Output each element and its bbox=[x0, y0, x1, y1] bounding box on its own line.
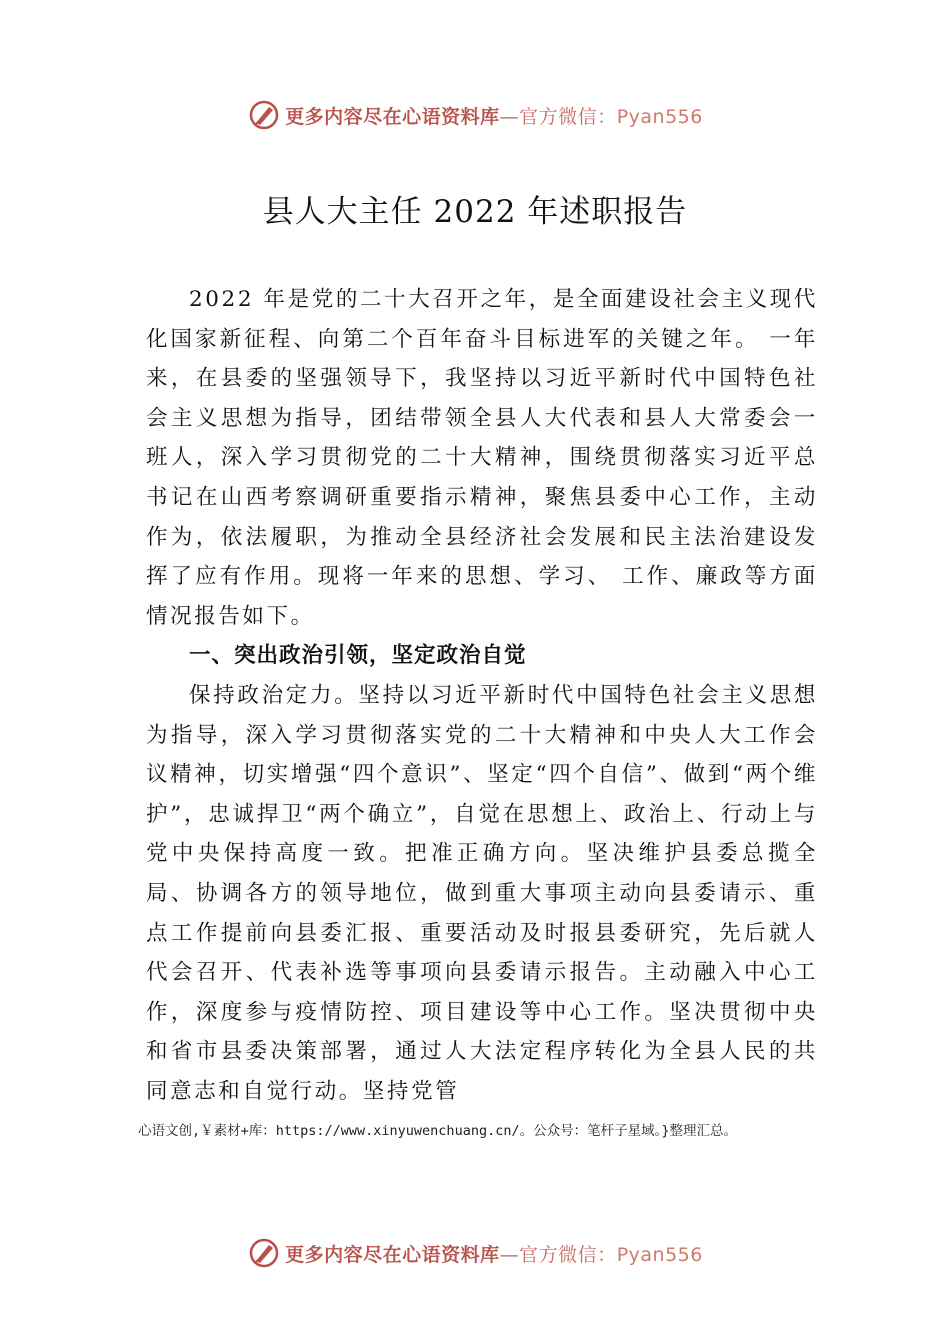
pen-seal-icon bbox=[247, 1236, 281, 1270]
section-heading: 一、突出政治引领，坚定政治自觉 bbox=[189, 643, 527, 669]
header-banner bbox=[0, 93, 950, 137]
banner-wechat-id: Pyan556 bbox=[616, 105, 703, 128]
banner-wechat-label: 官方微信： bbox=[519, 105, 617, 128]
source-footnote: 心语文创,￥素材+库：https://www.xinyuwenchuang.cn/。公众号：笔杆子星域。}整理汇总。 bbox=[138, 1123, 737, 1139]
intro-paragraph: 2022 年是党的二十大召开之年，是全面建设社会主义现代化国家新征程、向第二个百年奋斗目标进军的关键之年。 一年来，在县委的坚强领导下，我坚持以习近平新时代中国特色社会主义思想为指导，团结带领全县人大代表和县人大常委会一班人，深入学习贯彻党的二十大精神，围绕贯彻落实习近平总书记在山西考察调研重要指示精神，聚焦县委中心工作，主动作为，依法履职，为推动全县经济社会发展和民主法治建设发挥了应有作用。现将一年来的思想、学习、 工作、廉政等方面情况报告如下。 bbox=[146, 287, 818, 629]
section-paragraph: 保持政治定力。坚持以习近平新时代中国特色社会主义思想为指导，深入学习贯彻落实党的二十大精神和中央人大工作会议精神，切实增强“四个意识”、坚定“四个自信”、做到“两个维护”，忠诚捍卫“两个确立”，自觉在思想上、政治上、行动上与党中央保持高度一致。把准正确方向。坚决维护县委总揽全局、协调各方的领导地位，做到重大事项主动向县委请示、重点工作提前向县委汇报、重要活动及时报县委研究，先后就人代会召开、代表补选等事项向县委请示报告。主动融入中心工作，深度参与疫情防控、项目建设等中心工作。坚决贯彻中央和省市县委决策部署，通过人大法定程序转化为全县人民的共同意志和自觉行动。坚持党管 bbox=[146, 682, 818, 1104]
banner-text bbox=[285, 1240, 703, 1267]
banner-main-text: 更多内容尽在心语资料库 bbox=[285, 105, 500, 128]
document-title: 县人大主任 2022 年述职报告 bbox=[262, 194, 688, 230]
banner-wechat-id: Pyan556 bbox=[616, 1243, 703, 1266]
banner-text bbox=[285, 102, 703, 129]
banner-main-text: 更多内容尽在心语资料库 bbox=[285, 1243, 500, 1266]
footer-banner bbox=[0, 1231, 950, 1275]
banner-wechat-label: 官方微信： bbox=[519, 1243, 617, 1266]
banner-dash: — bbox=[499, 105, 520, 128]
banner-dash: — bbox=[499, 1243, 520, 1266]
pen-seal-icon bbox=[247, 98, 281, 132]
document-body bbox=[146, 280, 818, 1111]
